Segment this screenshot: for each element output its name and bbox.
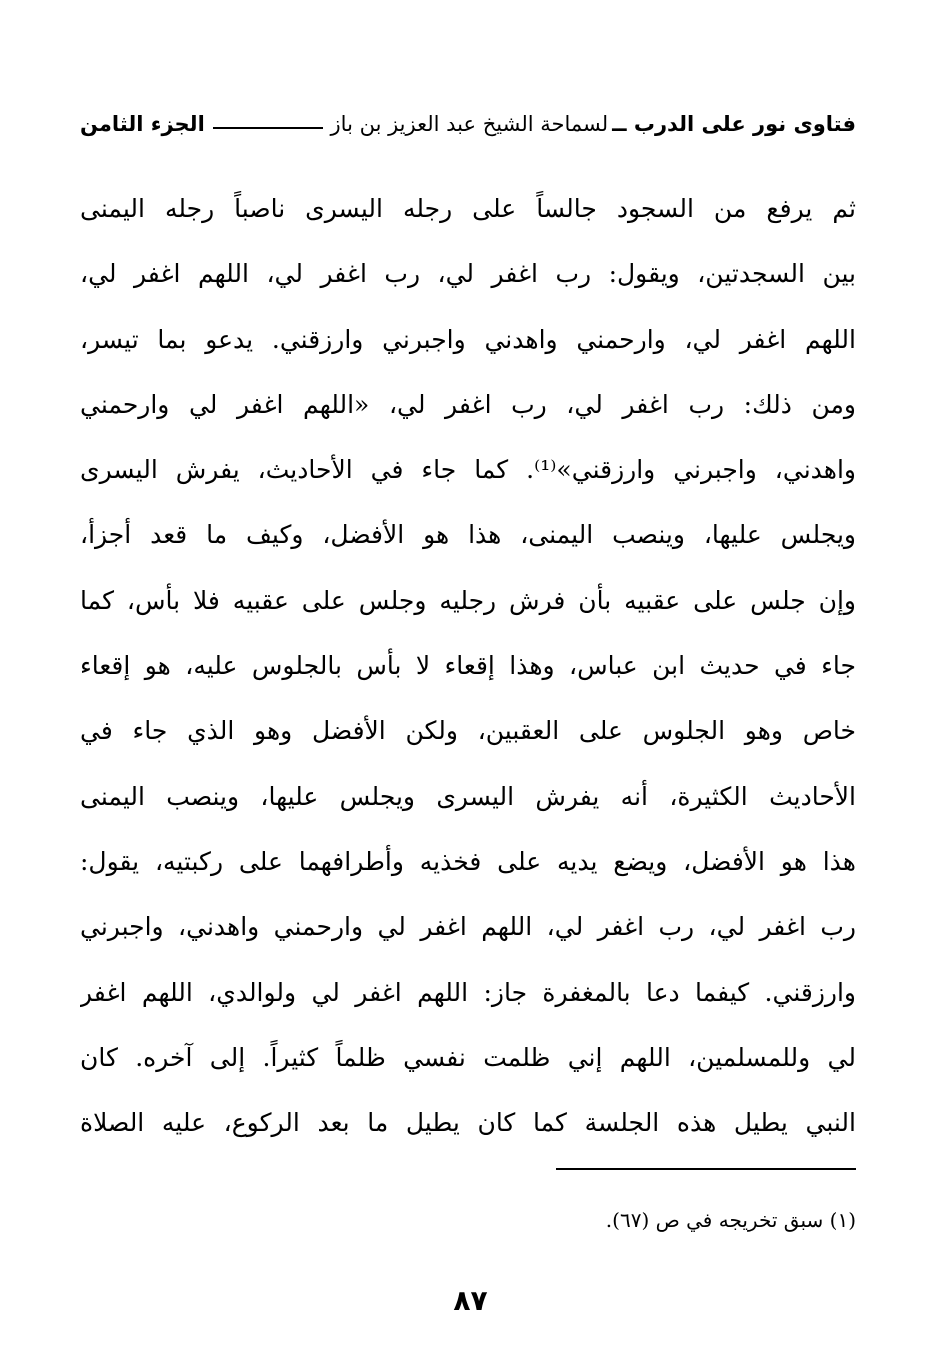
text-line: وارزقني. كيفما دعا بالمغفرة جاز: اللهم اغفر لي ولوالدي، اللهم اغفر — [80, 977, 856, 1007]
text-line: خاص وهو الجلوس على العقبين، ولكن الأفضل وهو الذي جاء في — [80, 716, 856, 746]
page-number: ٨٧ — [453, 1284, 488, 1317]
text-line: وإن جلس على عقبيه بأن فرش رجليه وجلس على عقبيه فلا بأس، كما — [80, 585, 856, 615]
text-line: ومن ذلك: رب اغفر لي، رب اغفر لي، «اللهم اغفر لي وارحمني — [80, 389, 856, 419]
text-line: رب اغفر لي، رب اغفر لي، اللهم اغفر لي وارحمني واهدني، واجبرني — [80, 912, 856, 942]
text-line: ويجلس عليها، وينصب اليمنى، هذا هو الأفضل، وكيف ما قعد أجزأ، — [80, 520, 856, 550]
header-part: الجزء الثامن — [80, 112, 205, 136]
footnote: (١) سبق تخريجه في ص (٦٧). — [605, 1208, 856, 1232]
header-author: لسماحة الشيخ عبد العزيز بن باز — [330, 112, 609, 136]
text-line: بين السجدتين، ويقول: رب اغفر لي، رب اغفر لي، اللهم اغفر لي، — [80, 259, 856, 289]
text-line: اللهم اغفر لي، وارحمني واهدني واجبرني وارزقني. يدعو بما تيسر، — [80, 324, 856, 354]
text-line: جاء في حديث ابن عباس، وهذا إقعاء لا بأس بالجلوس عليه، هو إقعاء — [80, 651, 856, 681]
text-line: لي وللمسلمين، اللهم إني ظلمت نفسي ظلماً كثيراً. إلى آخره. كان — [80, 1042, 856, 1072]
text-line: الأحاديث الكثيرة، أنه يفرش اليسرى ويجلس عليها، وينصب اليمنى — [80, 781, 856, 811]
header-rule — [213, 127, 323, 129]
body-text — [80, 176, 856, 1155]
text-line: النبي يطيل هذه الجلسة كما كان يطيل ما بعد الركوع، عليه الصلاة — [80, 1108, 856, 1138]
header-book-title: فتاوى نور على الدرب ــ — [612, 112, 856, 136]
running-header — [80, 104, 856, 144]
text-line: ثم يرفع من السجود جالساً على رجله اليسرى ناصباً رجله اليمنى — [80, 194, 856, 223]
text-line: واهدني، واجبرني وارزقني»⁽¹⁾. كما جاء في الأحاديث، يفرش اليسرى — [80, 455, 856, 485]
footnote-separator — [556, 1168, 856, 1170]
text-line: هذا هو الأفضل، ويضع يديه على فخذيه وأطرافهما على ركبتيه، يقول: — [80, 846, 856, 876]
